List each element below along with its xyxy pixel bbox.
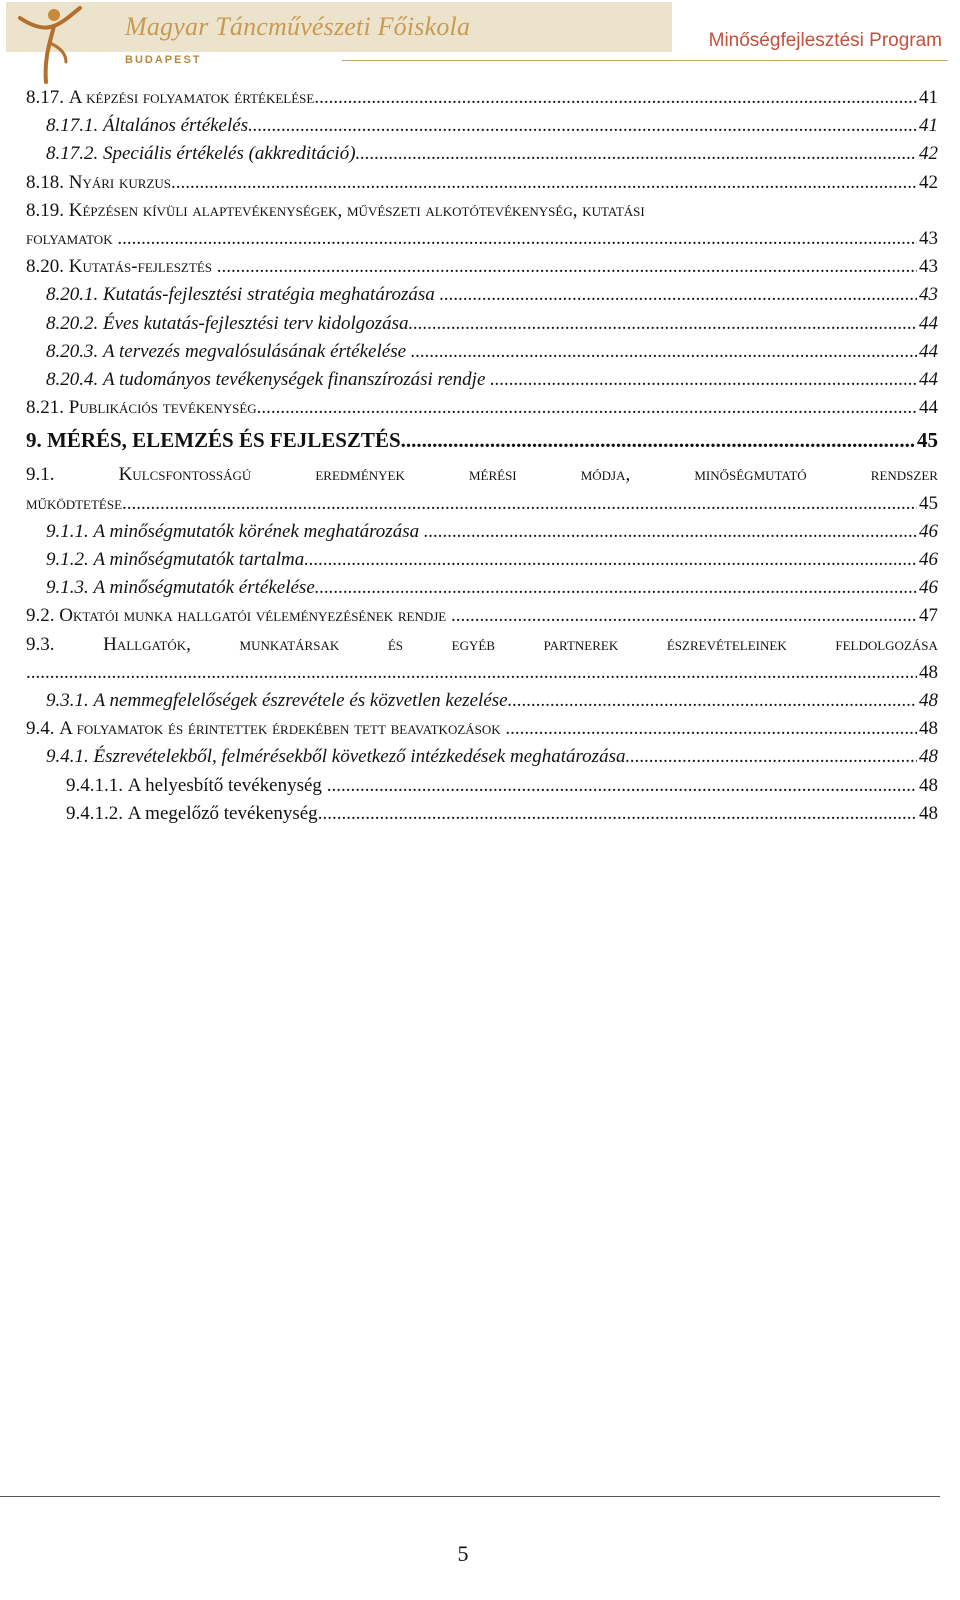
- toc-title: Képzésen kívüli alaptevékenységek, művészeti alkotótevékenység, kutatási: [68, 199, 645, 221]
- toc-entry[interactable]: [26, 772, 938, 800]
- toc-entry[interactable]: [26, 310, 938, 338]
- toc-leader: [171, 169, 917, 197]
- toc-entry[interactable]: [26, 394, 938, 422]
- toc-title: A megelőző tevékenység: [127, 802, 318, 824]
- toc-number: 9.1.: [26, 464, 55, 486]
- toc-title: A képzési folyamatok értékelése: [68, 87, 315, 108]
- toc-entry[interactable]: [26, 366, 938, 394]
- toc-number: 9.4.: [26, 718, 55, 740]
- toc-number: 9.3.1.: [46, 690, 89, 712]
- toc-entry[interactable]: [26, 197, 938, 253]
- toc-title: A minőségmutatók értékelése: [93, 577, 315, 599]
- document-header: [0, 0, 960, 90]
- toc-page: 46: [919, 577, 938, 599]
- toc-page: 48: [919, 746, 938, 768]
- toc-title-word: minőségmutató: [694, 464, 807, 486]
- toc-title-word: munkatársak: [239, 633, 340, 655]
- institution-city: BUDAPEST: [125, 54, 202, 66]
- toc-number: 8.17.1.: [46, 115, 99, 137]
- table-of-contents: [26, 84, 938, 828]
- toc-title-word: és: [387, 633, 404, 655]
- toc-number: 9.3.: [26, 633, 55, 655]
- toc-leader: [411, 338, 917, 366]
- toc-entry-line: [26, 631, 938, 659]
- toc-leader: [440, 281, 917, 309]
- footer-divider: [0, 1496, 940, 1497]
- toc-leader: [26, 659, 917, 687]
- toc-page: 42: [919, 171, 938, 193]
- toc-number: 8.21.: [26, 397, 64, 419]
- toc-number: 8.17.: [26, 87, 64, 108]
- toc-number: 9.4.1.: [46, 746, 89, 768]
- program-name: Minőségfejlesztési Program: [708, 30, 942, 51]
- toc-number: 8.20.3.: [46, 340, 99, 362]
- toc-leader: [217, 253, 917, 281]
- toc-page: 46: [919, 549, 938, 571]
- toc-page: 44: [919, 340, 938, 362]
- toc-page: 45: [917, 428, 938, 453]
- toc-entry[interactable]: [26, 84, 938, 112]
- toc-title-word: Kulcsfontosságú: [118, 464, 252, 486]
- toc-leader: [122, 490, 917, 518]
- toc-chapter-entry[interactable]: [26, 425, 938, 455]
- toc-leader: [257, 394, 917, 422]
- toc-title: Oktatói munka hallgatói véleményezésének rendje: [59, 605, 447, 627]
- toc-page: 48: [919, 802, 938, 824]
- toc-leader: [248, 112, 917, 140]
- toc-leader: [625, 743, 917, 771]
- toc-title-word: feldolgozása: [835, 633, 938, 655]
- toc-title-word: módja,: [580, 464, 631, 486]
- toc-page: 43: [919, 256, 938, 278]
- toc-leader: [490, 366, 917, 394]
- toc-title-word: Hallgatók,: [103, 633, 191, 655]
- toc-leader: [451, 602, 917, 630]
- toc-page: 44: [919, 312, 938, 334]
- toc-entry[interactable]: [26, 338, 938, 366]
- toc-number: 8.19.: [26, 199, 64, 221]
- dancer-logo-icon: [14, 4, 84, 84]
- toc-title: MÉRÉS, ELEMZÉS ÉS FEJLESZTÉS: [47, 428, 401, 453]
- toc-title: Kutatás-fejlesztési stratégia meghatározása: [103, 284, 435, 306]
- toc-page: 47: [919, 605, 938, 627]
- toc-entry-line: [26, 461, 938, 489]
- toc-title: Éves kutatás-fejlesztési terv kidolgozása: [103, 312, 409, 334]
- toc-title: A helyesbítő tevékenység: [127, 774, 322, 796]
- header-divider: [342, 60, 948, 61]
- toc-number: 9.4.1.1.: [66, 774, 123, 796]
- toc-title: Általános értékelés: [103, 115, 249, 137]
- toc-leader: [117, 225, 917, 253]
- toc-leader: [508, 687, 917, 715]
- toc-leader: [314, 84, 917, 112]
- toc-page: 44: [919, 397, 938, 419]
- toc-title: A minőségmutatók tartalma: [93, 549, 305, 571]
- toc-page: 48: [919, 690, 938, 712]
- toc-entry[interactable]: [26, 253, 938, 281]
- toc-entry[interactable]: [26, 687, 938, 715]
- page-number: 5: [457, 1541, 469, 1566]
- toc-title: Nyári kurzus: [68, 171, 172, 193]
- toc-page: 48: [919, 661, 938, 683]
- toc-page: 45: [919, 492, 938, 514]
- toc-entry[interactable]: [26, 546, 938, 574]
- toc-page: 46: [919, 520, 938, 542]
- toc-number: 8.18.: [26, 171, 64, 193]
- toc-entry[interactable]: [26, 800, 938, 828]
- toc-title-word: eredmények: [315, 464, 405, 486]
- toc-entry[interactable]: [26, 281, 938, 309]
- toc-entry[interactable]: [26, 518, 938, 546]
- toc-page: 48: [919, 774, 938, 796]
- toc-entry-line: [26, 490, 938, 518]
- toc-page: 43: [919, 228, 938, 250]
- toc-entry[interactable]: [26, 715, 938, 743]
- toc-title-word: észrevételeinek: [666, 633, 787, 655]
- toc-title-continued: működtetése: [26, 492, 123, 514]
- toc-leader: [315, 574, 917, 602]
- toc-title: A nemmegfelelőségek észrevétele és közvetlen kezelése: [93, 690, 508, 712]
- toc-leader: [401, 425, 915, 455]
- toc-title: A tudományos tevékenységek finanszírozási rendje: [103, 369, 486, 391]
- toc-number: 8.20.: [26, 256, 64, 278]
- toc-leader: [424, 518, 917, 546]
- toc-number: 8.20.2.: [46, 312, 99, 334]
- toc-title: Speciális értékelés (akkreditáció): [103, 143, 356, 165]
- toc-leader: [409, 310, 917, 338]
- toc-title: A folyamatok és érintettek érdekében tett beavatkozások: [59, 718, 501, 740]
- toc-number: 9.1.1.: [46, 520, 89, 542]
- toc-title-word: rendszer: [870, 464, 938, 486]
- toc-entry[interactable]: [26, 574, 938, 602]
- toc-number: 9.1.3.: [46, 577, 89, 599]
- toc-entry[interactable]: [26, 461, 938, 517]
- toc-entry-line: [26, 659, 938, 687]
- toc-entry-line: [26, 197, 938, 225]
- institution-name: Magyar Táncművészeti Főiskola: [125, 12, 471, 41]
- toc-title: Kutatás-fejlesztés: [68, 256, 212, 278]
- toc-title-word: mérési: [468, 464, 517, 486]
- toc-page: 48: [919, 718, 938, 740]
- toc-leader: [304, 546, 917, 574]
- toc-entry[interactable]: [26, 140, 938, 168]
- toc-number: 9.: [26, 428, 42, 453]
- toc-entry[interactable]: [26, 169, 938, 197]
- toc-number: 9.2.: [26, 605, 55, 627]
- toc-title: A tervezés megvalósulásának értékelése: [103, 340, 407, 362]
- toc-number: 8.20.4.: [46, 369, 99, 391]
- toc-leader: [318, 800, 917, 828]
- toc-number: 9.1.2.: [46, 549, 89, 571]
- toc-title-word: partnerek: [543, 633, 619, 655]
- toc-page: 44: [919, 369, 938, 391]
- toc-leader: [356, 140, 917, 168]
- toc-title: A minőségmutatók körének meghatározása: [93, 520, 420, 542]
- toc-entry[interactable]: [26, 112, 938, 140]
- toc-page: 43: [919, 284, 938, 306]
- toc-entry[interactable]: [26, 743, 938, 771]
- toc-entry-line: [26, 225, 938, 253]
- toc-page: 42: [919, 143, 938, 165]
- toc-number: 9.4.1.2.: [66, 802, 123, 824]
- toc-entry[interactable]: [26, 602, 938, 630]
- toc-title: Észrevételekből, felmérésekből következő intézkedések meghatározása: [93, 746, 626, 768]
- toc-page: 41: [919, 115, 938, 137]
- toc-number: 8.20.1.: [46, 284, 99, 306]
- toc-title: Publikációs tevékenység: [68, 397, 257, 419]
- toc-leader: [505, 715, 917, 743]
- toc-leader: [327, 772, 917, 800]
- toc-title-word: egyéb: [451, 633, 495, 655]
- toc-page: 41: [919, 87, 938, 108]
- toc-entry[interactable]: [26, 631, 938, 687]
- toc-title-continued: folyamatok: [26, 228, 113, 250]
- toc-number: 8.17.2.: [46, 143, 99, 165]
